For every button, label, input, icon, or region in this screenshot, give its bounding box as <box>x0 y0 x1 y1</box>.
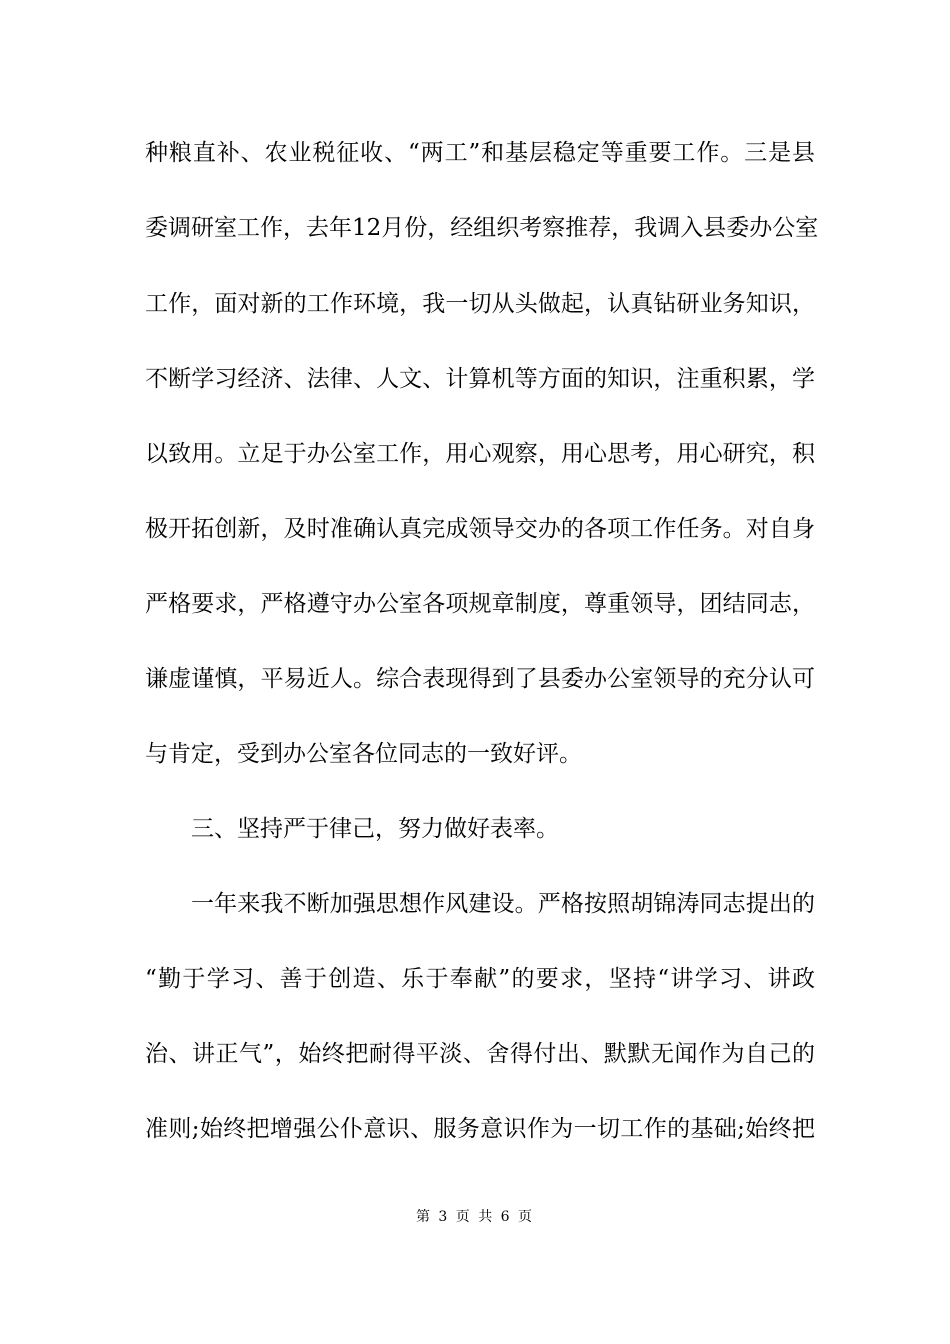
text-line: 工作，面对新的工作环境，我一切从头做起，认真钻研业务知识， <box>145 291 815 317</box>
text-line: 种粮直补、农业税征收、“两工”和基层稳定等重要工作。三是县 <box>145 140 815 166</box>
text-line: 一年来我不断加强思想作风建设。严格按照胡锦涛同志提出的 <box>191 891 815 917</box>
text-line: 与肯定，受到办公室各位同志的一致好评。 <box>145 741 582 767</box>
text-line: 极开拓创新，及时准确认真完成领导交办的各项工作任务。对自身 <box>145 516 815 542</box>
text-line: 严格要求，严格遵守办公室各项规章制度，尊重领导，团结同志， <box>145 591 815 617</box>
text-line: 委调研室工作，去年12月份，经组织考察推荐，我调入县委办公室 <box>145 215 819 241</box>
section-heading: 三、坚持严于律己，努力做好表率。 <box>191 816 559 842</box>
text-line: 以致用。立足于办公室工作，用心观察，用心思考，用心研究，积 <box>145 441 815 467</box>
text-line: 不断学习经济、法律、人文、计算机等方面的知识，注重积累，学 <box>145 366 815 392</box>
text-line: 谦虚谨慎，平易近人。综合表现得到了县委办公室领导的充分认可 <box>145 666 815 692</box>
text-line: 治、讲正气”，始终把耐得平淡、舍得付出、默默无闻作为自己的 <box>145 1041 815 1067</box>
text-line: “勤于学习、善于创造、乐于奉献”的要求，坚持“讲学习、讲政 <box>145 966 815 992</box>
text-line: 准则;始终把增强公仆意识、服务意识作为一切工作的基础;始终把 <box>145 1116 815 1142</box>
page-number-footer: 第 3 页 共 6 页 <box>415 1209 535 1225</box>
